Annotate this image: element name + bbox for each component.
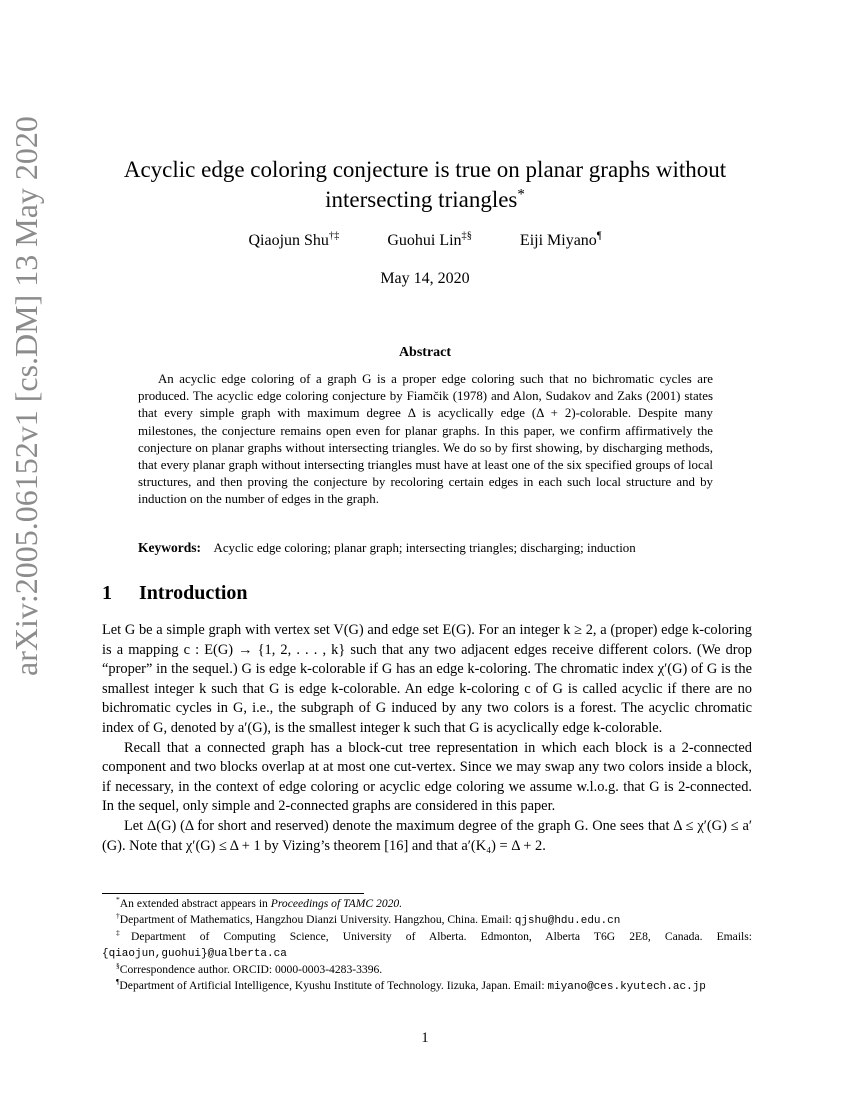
keywords-text: Acyclic edge coloring; planar graph; intersecting triangles; discharging; induction xyxy=(213,541,636,555)
footnote-3: ‡Department of Computing Science, University of Alberta. Edmonton, Alberta T6G 2E8, Canada. Emails: {qiaojun,guohui}@ualberta.ca xyxy=(102,928,753,960)
author-list xyxy=(102,232,748,250)
arxiv-identifier-stamp: arXiv:2005.06152v1 [cs.DM] 13 May 2020 xyxy=(8,116,44,676)
author-1: Qiaojun Shu†‡ xyxy=(248,230,340,249)
page-number: 1 xyxy=(421,1030,429,1046)
keywords xyxy=(138,540,738,556)
email-link[interactable]: miyano@ces.kyutech.ac.jp xyxy=(547,980,706,993)
footnotes xyxy=(102,896,752,996)
title-line-1: Acyclic edge coloring conjecture is true on planar graphs without xyxy=(123,157,727,182)
paragraph-1: Let G be a simple graph with vertex set V(G) and edge set E(G). For an integer k ≥ 2, a (proper) edge k-coloring is a mapping c : E(G) → {1, 2, . . . , k} such that any two adjacent edges receive different colors. (We drop “proper” in the sequel.) G is edge k-colorable if G has an edge k-coloring. The chromatic index χ′(G) of G is the smallest integer k such that G is edge k-colorable. An edge k-coloring c of G is called acyclic if there are no bichromatic cycles in G, i.e., the subgraph of G induced by any two colors is a forest. The acyclic chromatic index of G, denoted by a′(G), is the smallest integer k such that G is acyclically edge k-colorable. xyxy=(102,622,752,736)
abstract-text: An acyclic edge coloring of a graph G is a proper edge coloring such that no bichromatic cycles are produced. The acyclic edge coloring conjecture by Fiamčik (1978) and Alon, Sudakov and Zaks (2001) states that every simple graph with maximum degree Δ is acyclically edge (Δ + 2)-colorable. Despite many milestones, the conjecture remains open even for planar graphs. In this paper, we confirm affirmatively the conjecture on planar graphs without intersecting triangles. We do so by first showing, by discharging methods, that every planar graph without intersecting triangles must have at least one of the six specified groups of local structures, and then proving the conjecture by recoloring certain edges in each such local structure and by induction on the number of edges in the graph. xyxy=(138,372,713,507)
abstract-heading: Abstract xyxy=(398,345,452,360)
section-title: Introduction xyxy=(139,582,248,604)
footnote-rule xyxy=(102,893,364,894)
keywords-label: Keywords: xyxy=(138,540,201,555)
footnote-1: *An extended abstract appears in Proceedings of TAMC 2020. xyxy=(116,895,403,910)
paragraph-3: Let Δ(G) (Δ for short and reserved) denote the maximum degree of the graph G. One sees that Δ ≤ χ′(G) ≤ a′(G). Note that χ′(G) ≤ Δ + 1 by Vizing’s theorem [16] and that a′(K₄) = Δ + 2. xyxy=(102,817,752,854)
title-line-2: intersecting triangles* xyxy=(325,186,525,212)
paper-title xyxy=(102,155,748,215)
footnote-5: ¶Department of Artificial Intelligence, Kyushu Institute of Technology. Iizuka, Japan. Email: miyano@ces.kyutech.ac.jp xyxy=(116,977,706,993)
footnote-4: §Correspondence author. ORCID: 0000-0003-4283-3396. xyxy=(116,961,383,977)
introduction-body xyxy=(102,621,752,856)
section-heading xyxy=(102,582,248,605)
email-link[interactable]: qjshu@hdu.edu.cn xyxy=(514,914,621,927)
paragraph-2: Recall that a connected graph has a block-cut tree representation in which each block is a 2-connected component and two blocks overlap at at most one cut-vertex. Since we may swap any two colors inside a block, if necessary, in the context of edge coloring or acyclic edge coloring we assume w.l.o.g. that G is 2-connected. In the sequel, only simple and 2-connected graphs are considered in this paper. xyxy=(102,739,752,815)
title-footnote-mark: * xyxy=(517,186,525,203)
author-2: Guohui Lin‡§ xyxy=(387,230,472,249)
email-link[interactable]: {qiaojun,guohui}@ualberta.ca xyxy=(102,947,287,960)
publication-date: May 14, 2020 xyxy=(380,270,470,287)
author-3: Eiji Miyano¶ xyxy=(519,230,602,249)
footnote-2: †Department of Mathematics, Hangzhou Dianzi University. Hangzhou, China. Email: qjshu@hdu.edu.cn xyxy=(116,910,621,927)
section-number: 1 xyxy=(102,582,112,604)
